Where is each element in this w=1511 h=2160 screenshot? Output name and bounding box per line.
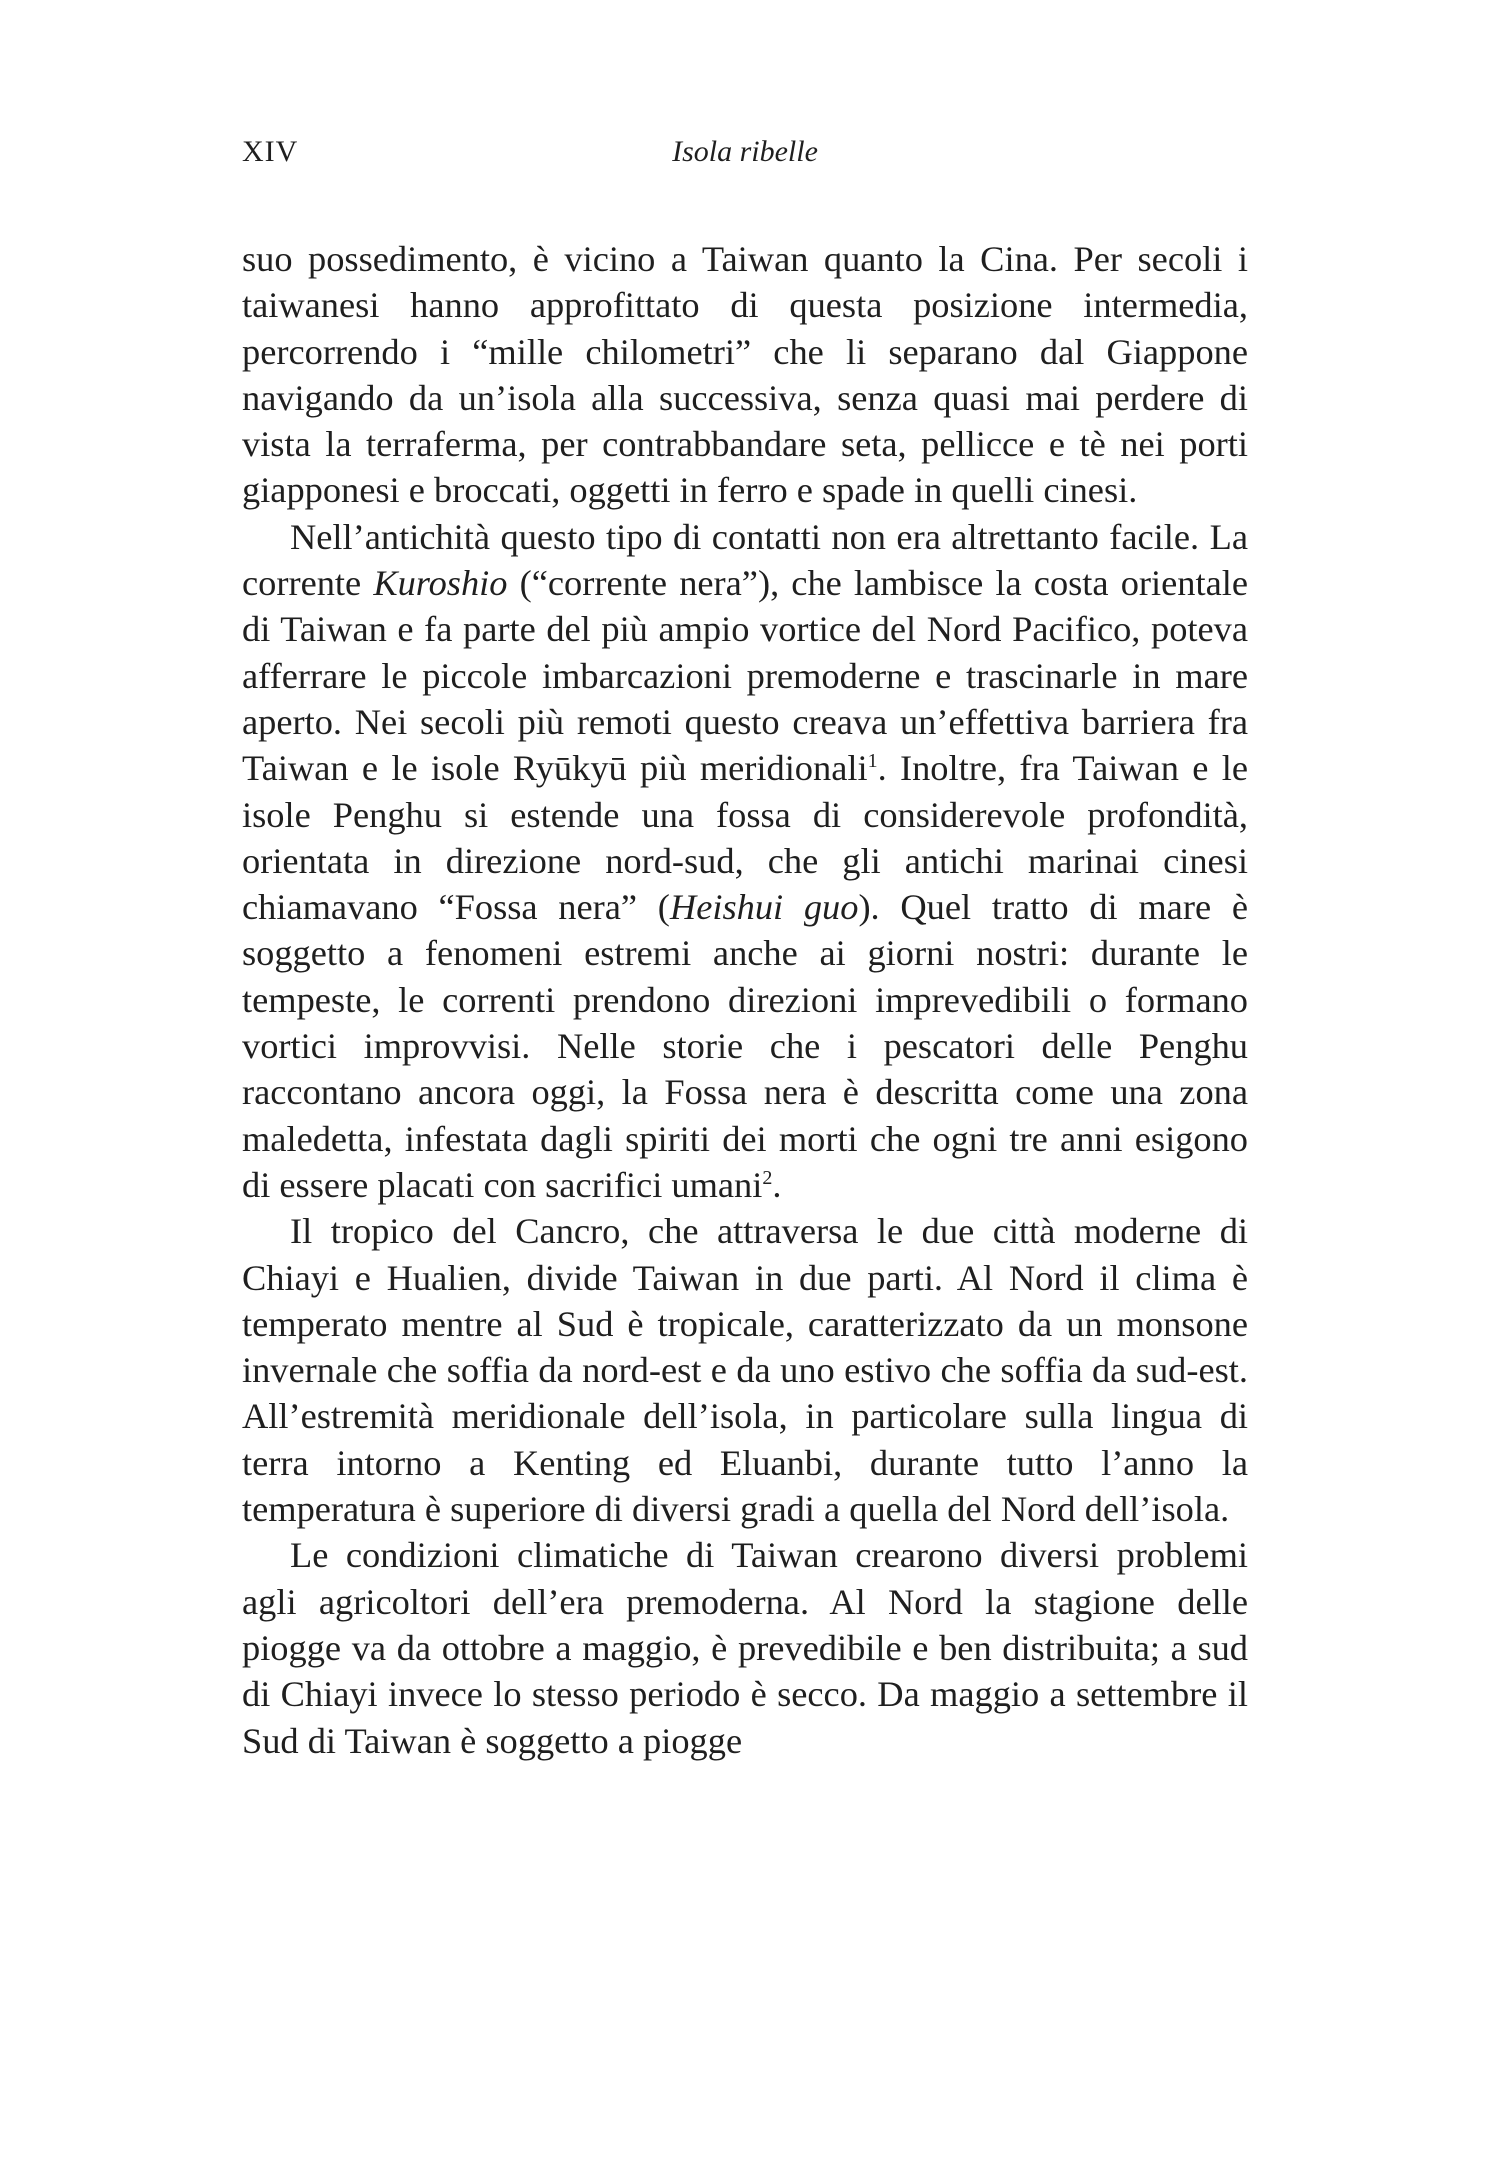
italic-term: Kuroshio [373,563,508,604]
page-number: XIV [242,135,299,168]
text-segment: ). Quel tratto di mare è soggetto a fenomeni estremi anche ai giorni nostri: durante le tempeste, le correnti prendono direzioni imprevedibili o formano vortici improvvisi. Nelle storie che i pescatori delle Penghu raccontano ancora oggi, la Fossa nera è descritta come una zona maledetta, infestata dagli spiriti dei morti che ogni tre anni esigono di essere placati con sacrifici umani [242,887,1248,1205]
text-segment: Nell’antichità questo tipo di contatti non era altrettanto facile. La corrente [242,516,1248,604]
text-segment: (“corrente nera”), che lambisce la costa orientale di Taiwan e fa parte del più ampio vortice del Nord Pacifico, poteva afferrare le piccole imbarcazioni premoderne e trascinarle in mare aperto. Nei secoli più remoti questo creava un’effettiva barriera fra Taiwan e le isole Ryūkyū più meridionali [242,563,1248,789]
paragraph [242,514,1248,1208]
running-title: Isola ribelle [672,135,818,168]
text-segment: Il tropico del Cancro, che attraversa le due città moderne di Chiayi e Hualien, divide Taiwan in due parti. Al Nord il clima è temperato mentre al Sud è tropicale, caratterizzato da un monsone invernale che soffia da nord-est e da uno estivo che soffia da sud-est. All’estremità meridionale dell’isola, in particolare sulla lingua di terra intorno a Kenting ed Eluanbi, durante tutto l’anno la temperatura è superiore di diversi gradi a quella del Nord dell’isola. [242,1211,1248,1530]
body-text [242,236,1248,1764]
paragraph [242,1208,1248,1532]
paragraph [242,236,1248,514]
text-segment: . Inoltre, fra Taiwan e le isole Penghu si estende una fossa di considerevole profondità, orientata in direzione nord-sud, che gli antichi marinai cinesi chiamavano “Fossa nera” ( [242,748,1248,928]
text-segment: . [772,1164,782,1205]
text-segment: suo possedimento, è vicino a Taiwan quanto la Cina. Per secoli i taiwanesi hanno approfittato di questa posizione intermedia, percorrendo i “mille chilometri” che li separano dal Giappone navigando da un’isola alla successiva, senza quasi mai perdere di vista la terraferma, per contrabbandare seta, pellicce e tè nei porti giapponesi e broccati, oggetti in ferro e spade in quelli cinesi. [242,239,1248,511]
text-segment: Le condizioni climatiche di Taiwan crearono diversi problemi agli agricoltori dell’era premoderna. Al Nord la stagione delle piogge va da ottobre a maggio, è prevedibile e ben distribuita; a sud di Chiayi invece lo stesso periodo è secco. Da maggio a settembre il Sud di Taiwan è soggetto a piogge [242,1535,1248,1761]
italic-term: Heishui guo [669,887,859,928]
footnote-marker: 2 [762,1166,773,1189]
running-head [242,132,1248,172]
footnote-marker: 1 [867,750,878,773]
paragraph [242,1532,1248,1763]
